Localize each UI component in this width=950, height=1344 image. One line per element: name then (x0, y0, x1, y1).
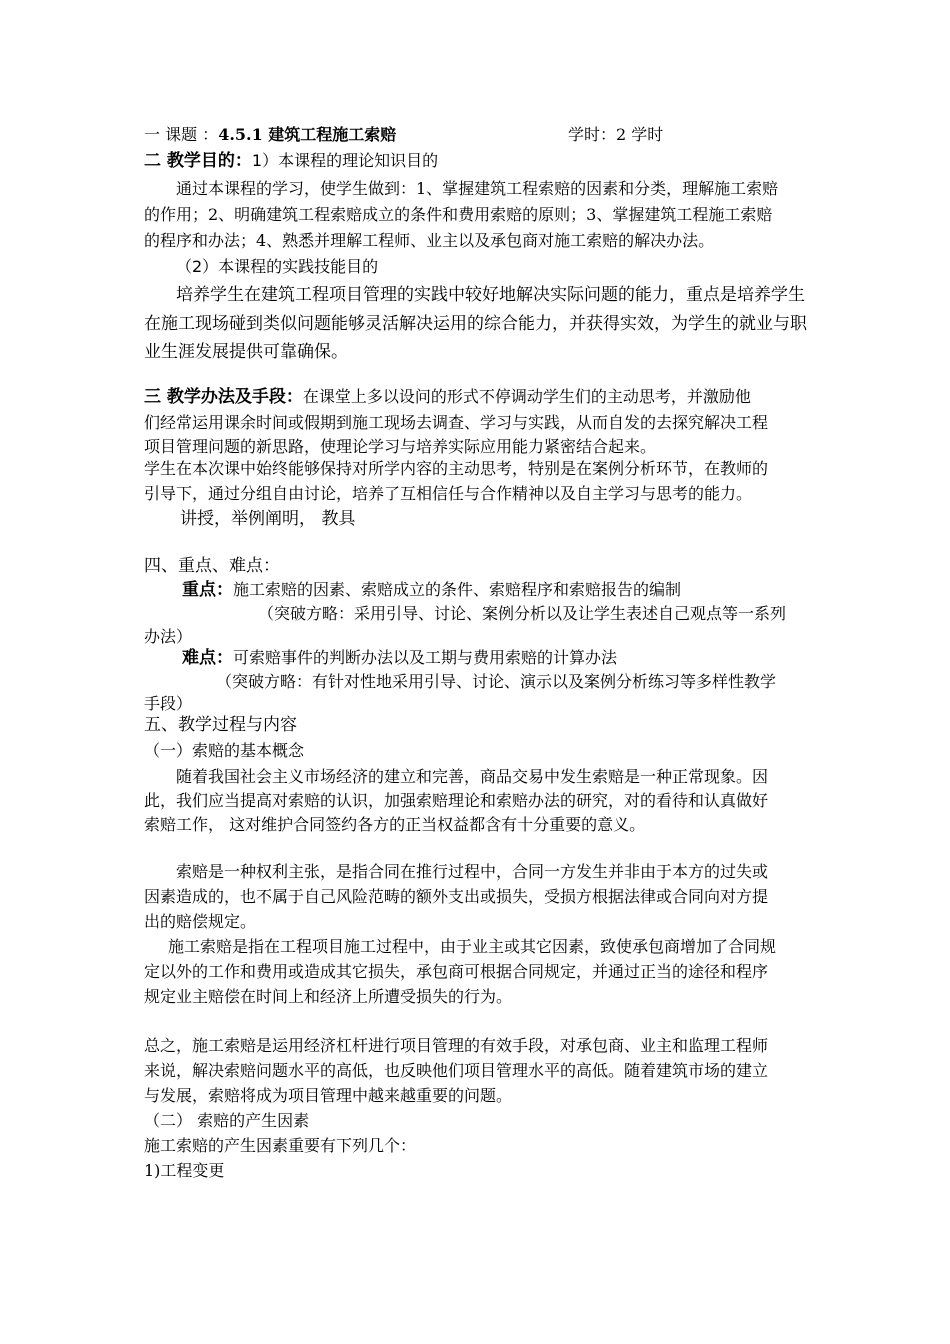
s1-p4-line-1: 总之，施工索赔是运用经济杠杆进行项目管理的有效手段，对承包商、业主和监理工程师 (144, 1036, 769, 1055)
teaching-tools: 讲授，举例阐明， 教具 (180, 509, 356, 529)
methods-heading: 三 教学办法及手段： (144, 387, 303, 407)
s1-p4-line-3: 与发展，索赔将成为项目管理中越来越重要的问题。 (144, 1086, 513, 1105)
methods-line-5: 引导下，通过分组自由讨论，培养了互相信任与合作精神以及自主学习与思考的能力。 (144, 484, 753, 503)
practice-line-2: 在施工现场碰到类似问题能够灵活解决运用的综合能力，并获得实效，为学生的就业与职 (144, 314, 807, 334)
class-hours: 学时：2 学时 (568, 125, 664, 144)
key-point-line (182, 577, 854, 603)
s1-p4-line-2: 来说，解决索赔问题水平的高低，也反映他们项目管理水平的高低。随着建筑市场的建立 (144, 1061, 769, 1080)
section-2-intro: 施工索赔的产生因素重要有下列几个： (144, 1136, 417, 1155)
process-heading: 五、教学过程与内容 (144, 715, 297, 735)
topic-prefix: 一 课题 ： (144, 125, 219, 144)
theory-line-2: 的作用；2、明确建筑工程索赔成立的条件和费用索赔的原则；3、掌握建筑工程施工索赔 (144, 205, 773, 224)
s1-p1-line-2: 此，我们应当提高对索赔的认识，加强索赔理论和索赔办法的研究，对的看待和认真做好 (144, 791, 769, 810)
s1-p3-line-3: 规定业主赔偿在时间上和经济上所遭受损失的行为。 (144, 987, 513, 1006)
objectives-heading-line (144, 148, 816, 174)
theory-line-3: 的程序和办法；4、熟悉并理解工程师、业主以及承包商对施工索赔的解决办法。 (144, 231, 715, 250)
s1-p3-line-2: 定以外的工作和费用或造成其它损失，承包商可根据合同规定，并通过正当的途径和程序 (144, 962, 769, 981)
s1-p1-line-1: 随着我国社会主义市场经济的建立和完善，商品交易中发生索赔是一种正常现象。因 (176, 767, 769, 786)
key-point-text: 施工索赔的因素、索赔成立的条件、索赔程序和索赔报告的编制 (233, 580, 682, 599)
difficulty-line (182, 645, 854, 671)
difficulty-note-line-1: （突破方略：有针对性地采用引导、讨论、演示以及案例分析练习等多样性教学 (216, 672, 777, 691)
objectives-heading: 二 教学目的： (144, 151, 252, 171)
section-1-heading: （一）索赔的基本概念 (144, 741, 305, 760)
objectives-sub1: 1）本课程的理论知识目的 (251, 151, 439, 170)
practice-line-1: 培养学生在建筑工程项目管理的实践中较好地解决实际问题的能力，重点是培养学生 (176, 285, 805, 305)
practice-line-3: 业生涯发展提供可靠确保。 (144, 342, 348, 362)
key-note-line-1: （突破方略：采用引导、讨论、案例分析以及让学生表述自己观点等一系列 (258, 604, 787, 623)
methods-line-3: 项目管理问题的新思路，使理论学习与培养实际应用能力紧密结合起来。 (144, 437, 657, 456)
methods-line-1 (144, 384, 816, 410)
s1-p2-line-1: 索赔是一种权利主张，是指合同在推行过程中，合同一方发生并非由于本方的过失或 (176, 862, 769, 881)
keypoints-heading: 四、重点、难点： (144, 556, 280, 576)
section-2-heading: （二） 索赔的产生因素 (144, 1111, 310, 1130)
topic-title: 4.5.1 建筑工程施工索赔 (218, 125, 397, 144)
s1-p2-line-3: 出的赔偿规定。 (144, 912, 257, 931)
theory-line-1: 通过本课程的学习，使学生做到：1、掌握建筑工程索赔的因素和分类，理解施工索赔 (176, 179, 779, 198)
s1-p3-line-1: 施工索赔是指在工程项目施工过程中，由于业主或其它因素，致使承包商增加了合同规 (168, 937, 777, 956)
difficulty-text: 可索赔事件的判断办法以及工期与费用索赔的计算办法 (233, 648, 618, 667)
s1-p2-line-2: 因素造成的，也不属于自己风险范畴的额外支出或损失，受损方根据法律或合同向对方提 (144, 887, 769, 906)
objectives-sub2: （2）本课程的实践技能目的 (176, 257, 379, 276)
methods-line-2: 们经常运用课余时间或假期到施工现场去调查、学习与实践，从而自发的去探究解决工程 (144, 413, 769, 432)
difficulty-note-line-2: 手段） (144, 694, 193, 713)
key-note-line-2: 办法） (144, 627, 193, 646)
section-2-item-1: 1)工程变更 (144, 1161, 225, 1180)
difficulty-label: 难点： (182, 648, 233, 668)
methods-text-1: 在课堂上多以设问的形式不停调动学生们的主动思考，并激励他 (302, 387, 751, 406)
methods-line-4: 学生在本次课中始终能够保持对所学内容的主动思考，特别是在案例分析环节，在教师的 (144, 459, 769, 478)
s1-p1-line-3: 索赔工作， 这对维护合同签约各方的正当权益都含有十分重要的意义。 (144, 815, 646, 834)
key-point-label: 重点： (182, 580, 233, 600)
